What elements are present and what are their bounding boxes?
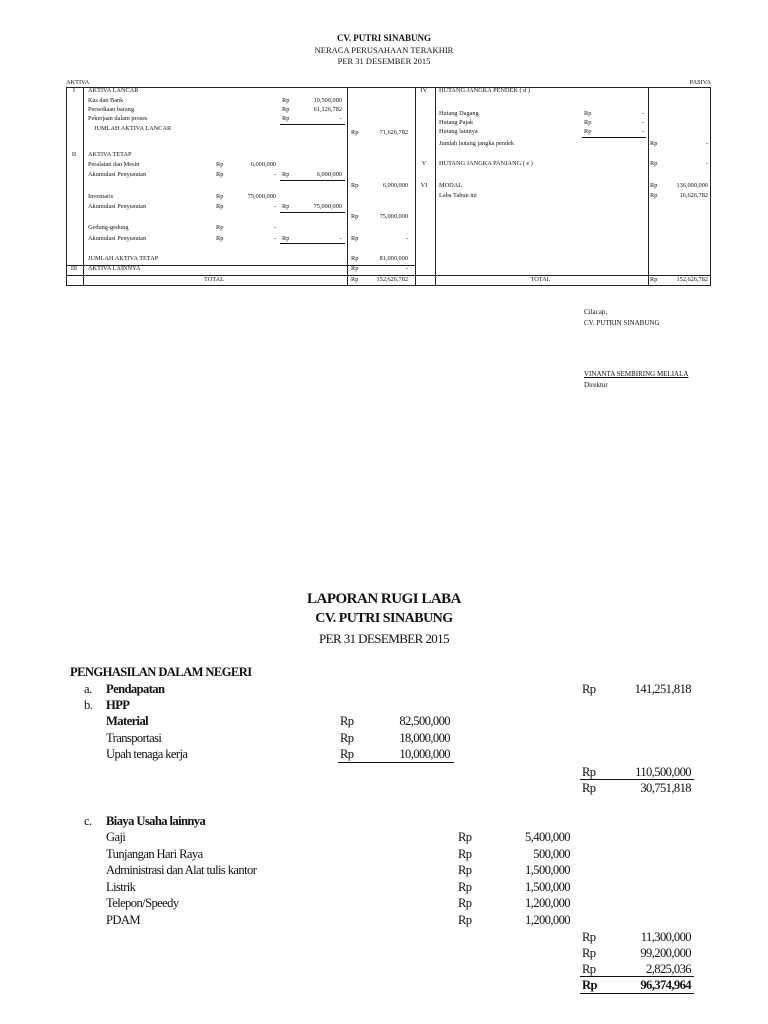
aktiva-label: AKTIVA bbox=[66, 79, 90, 86]
jumlah-aktiva-tetap-value: 81,000,000 bbox=[379, 255, 408, 262]
subtotal-underline bbox=[280, 212, 345, 213]
akumulasi-value: - bbox=[273, 235, 276, 242]
currency: Rp bbox=[650, 140, 658, 147]
hutang-dagang-label: Hutang Dagang bbox=[439, 110, 479, 117]
pasiva-label: PASIVA bbox=[689, 79, 711, 86]
subtotal-underline bbox=[280, 180, 345, 181]
kas-label: Kas dan Bank bbox=[88, 97, 124, 104]
currency: Rp bbox=[458, 880, 472, 894]
currency: Rp bbox=[282, 235, 290, 242]
currency: Rp bbox=[216, 224, 224, 231]
hutang-lainnya-value: - bbox=[641, 128, 644, 135]
akumulasi-value: - bbox=[273, 203, 276, 210]
biaya-total-value: 11,300,000 bbox=[640, 930, 691, 944]
section-number: IV bbox=[420, 87, 428, 94]
sign-company: CV. PUTRIN SINABUNG bbox=[584, 319, 660, 327]
administrasi-label: Administrasi dan Alat tulis kantor bbox=[106, 863, 257, 877]
material-value: 82,500,000 bbox=[399, 714, 450, 728]
currency: Rp bbox=[282, 171, 290, 178]
section-title: AKTIVA LAINNYA bbox=[88, 265, 141, 272]
net-value: - bbox=[339, 235, 342, 242]
kas-value: 10,500,000 bbox=[313, 97, 342, 104]
hutang-dagang-value: - bbox=[641, 110, 644, 117]
subtotal-underline bbox=[280, 124, 345, 125]
jumlah-hutang-pendek-value: - bbox=[705, 140, 708, 147]
gaji-label: Gaji bbox=[106, 830, 126, 844]
thr-label: Tunjangan Hari Raya bbox=[106, 847, 203, 861]
currency: Rp bbox=[351, 129, 359, 136]
listrik-value: 1,500,000 bbox=[525, 880, 570, 894]
pajak-value: 2,825,036 bbox=[646, 962, 691, 976]
neraca-company: CV. PUTRI SINABUNG bbox=[336, 33, 432, 43]
jumlah-aktiva-lancar-label: JUMLAH AKTIVA LANCAR bbox=[94, 125, 172, 132]
currency: Rp bbox=[458, 896, 472, 910]
currency: Rp bbox=[351, 235, 359, 242]
net-value: 6,000,000 bbox=[316, 171, 342, 178]
currency: Rp bbox=[340, 714, 354, 728]
gedung-label: Gedung-gedung bbox=[88, 224, 129, 231]
total-aktiva-value: 152,626,782 bbox=[376, 276, 408, 283]
laba-tahun-ini-label: Laba Tahun ini bbox=[439, 192, 477, 199]
sign-role: Direktur bbox=[584, 381, 608, 389]
currency: Rp bbox=[216, 193, 224, 200]
administrasi-value: 1,500,000 bbox=[525, 863, 570, 877]
currency: Rp bbox=[351, 255, 359, 262]
hutang-pajak-label: Hutang Pajak bbox=[439, 119, 474, 126]
item-marker: c. bbox=[84, 814, 92, 828]
modal-value: 136,000,000 bbox=[676, 182, 708, 189]
subtotal-underline bbox=[582, 137, 646, 138]
currency: Rp bbox=[582, 930, 596, 944]
sign-place: Cilacap, bbox=[584, 308, 608, 316]
currency: Rp bbox=[582, 962, 596, 976]
section-heading: PENGHASILAN DALAM NEGERI bbox=[70, 665, 252, 679]
inventaris-label: Inventaris bbox=[88, 193, 114, 200]
currency: Rp bbox=[282, 97, 290, 104]
section-number: III bbox=[70, 265, 78, 272]
section-number: II bbox=[71, 151, 77, 158]
subtotal-value: 6,000,000 bbox=[382, 182, 408, 189]
hutang-panjang-value: - bbox=[705, 160, 708, 167]
neraca-subtitle: NERACA PERUSAHAAN TERAKHIR bbox=[314, 45, 454, 55]
currency: Rp bbox=[351, 213, 359, 220]
pekerjaan-label: Pekerjaan dalam proses bbox=[88, 115, 148, 122]
currency: Rp bbox=[650, 182, 658, 189]
akumulasi-label: Akumulasi Penyusutan bbox=[88, 171, 147, 178]
transportasi-label: Transportasi bbox=[106, 731, 162, 745]
pendapatan-value: 141,251,818 bbox=[634, 682, 691, 696]
section-title: MODAL bbox=[439, 182, 463, 189]
section-title: AKTIVA TETAP bbox=[88, 151, 132, 158]
pdam-label: PDAM bbox=[106, 913, 140, 927]
material-label: Material bbox=[106, 714, 149, 728]
hpp-label: HPP bbox=[106, 698, 130, 712]
telepon-value: 1,200,000 bbox=[525, 896, 570, 910]
akumulasi-label: Akumulasi Penyusutan bbox=[88, 235, 147, 242]
listrik-label: Listrik bbox=[106, 880, 136, 894]
currency: Rp bbox=[458, 863, 472, 877]
section-title: HUTANG JANGKA PENDEK ( d ) bbox=[439, 87, 530, 94]
subtotal-underline bbox=[280, 243, 345, 244]
inventaris-value: 75,000,000 bbox=[247, 193, 276, 200]
column-divider bbox=[648, 88, 649, 285]
sign-name: VINANTA SEMBIRING MELIALA bbox=[584, 370, 689, 378]
laba-bersih-value: 96,374,964 bbox=[640, 978, 691, 992]
currency: Rp bbox=[582, 765, 596, 779]
total-underline bbox=[580, 993, 694, 994]
currency: Rp bbox=[650, 160, 658, 167]
currency: Rp bbox=[216, 171, 224, 178]
subtotal-value: - bbox=[405, 235, 408, 242]
currency: Rp bbox=[584, 119, 592, 126]
pdam-value: 1,200,000 bbox=[525, 913, 570, 927]
jumlah-hutang-pendek-label: Jumlah hutang jangka pendek bbox=[439, 140, 515, 147]
rugi-laba-company: CV. PUTRI SINABUNG bbox=[315, 611, 453, 626]
neraca-period: PER 31 DESEMBER 2015 bbox=[337, 56, 431, 66]
section-number: V bbox=[421, 160, 427, 167]
upah-label: Upah tenaga kerja bbox=[106, 747, 188, 761]
laba-sebelum-pajak-value: 99,200,000 bbox=[640, 946, 691, 960]
rugi-laba-period: PER 31 DESEMBER 2015 bbox=[319, 631, 449, 646]
currency: Rp bbox=[458, 847, 472, 861]
transportasi-value: 18,000,000 bbox=[399, 731, 450, 745]
currency: Rp bbox=[458, 830, 472, 844]
item-marker: a. bbox=[84, 682, 92, 696]
currency: Rp bbox=[216, 203, 224, 210]
subtotal-underline bbox=[580, 779, 694, 780]
currency: Rp bbox=[650, 276, 658, 283]
currency: Rp bbox=[340, 747, 354, 761]
total-label: TOTAL bbox=[203, 276, 225, 283]
pendapatan-label: Pendapatan bbox=[106, 682, 165, 696]
akumulasi-label: Akumulasi Penyusutan bbox=[88, 203, 147, 210]
total-label: TOTAL bbox=[530, 276, 551, 283]
aktiva-lainnya-value: - bbox=[405, 265, 408, 272]
currency: Rp bbox=[351, 182, 359, 189]
telepon-label: Telepon/Speedy bbox=[106, 896, 179, 910]
currency: Rp bbox=[582, 978, 597, 992]
total-pasiva-value: 152,626,782 bbox=[676, 276, 708, 283]
net-value: 75,000,000 bbox=[313, 203, 342, 210]
currency: Rp bbox=[282, 106, 290, 113]
item-marker: b. bbox=[84, 698, 93, 712]
gaji-value: 5,400,000 bbox=[525, 830, 570, 844]
laba-tahun-ini-value: 16,626,782 bbox=[679, 192, 708, 199]
upah-value: 10,000,000 bbox=[399, 747, 450, 761]
subtotal-value: 75,000,000 bbox=[379, 213, 408, 220]
currency: Rp bbox=[351, 265, 359, 272]
column-divider bbox=[435, 88, 436, 285]
section-title: AKTIVA LANCAR bbox=[88, 87, 139, 94]
section-number: VI bbox=[420, 182, 428, 189]
currency: Rp bbox=[584, 128, 592, 135]
section-title: HUTANG JANGKA PANJANG ( e ) bbox=[439, 160, 533, 167]
jumlah-aktiva-lancar-value: 71,626,782 bbox=[379, 129, 408, 136]
hutang-lainnya-label: Hutang lainnya bbox=[439, 128, 478, 135]
currency: Rp bbox=[584, 110, 592, 117]
persediaan-value: 61,126,782 bbox=[313, 106, 342, 113]
section-number: I bbox=[72, 87, 76, 94]
pekerjaan-value: - bbox=[339, 115, 342, 122]
currency: Rp bbox=[582, 781, 596, 795]
currency: Rp bbox=[282, 203, 290, 210]
peralatan-value: 6,000,000 bbox=[250, 161, 276, 168]
hpp-total-value: 110,500,000 bbox=[635, 765, 691, 779]
gedung-value: - bbox=[273, 224, 276, 231]
laba-kotor-value: 30,751,818 bbox=[640, 781, 691, 795]
peralatan-label: Peralatan dan Mesin bbox=[88, 161, 140, 168]
jumlah-aktiva-tetap-label: JUMLAH AKTIVA TETAP bbox=[88, 255, 159, 262]
akumulasi-value: - bbox=[273, 171, 276, 178]
subtotal-underline bbox=[580, 976, 694, 977]
column-divider bbox=[347, 88, 348, 285]
thr-value: 500,000 bbox=[533, 847, 570, 861]
persediaan-label: Persediaan barang bbox=[88, 106, 134, 113]
currency: Rp bbox=[582, 682, 596, 696]
currency: Rp bbox=[582, 946, 596, 960]
currency: Rp bbox=[216, 235, 224, 242]
currency: Rp bbox=[351, 276, 359, 283]
biaya-usaha-label: Biaya Usaha lainnya bbox=[106, 814, 206, 828]
hutang-pajak-value: - bbox=[641, 119, 644, 126]
subtotal-underline bbox=[338, 762, 454, 763]
currency: Rp bbox=[650, 192, 658, 199]
column-divider bbox=[83, 88, 84, 285]
currency: Rp bbox=[340, 731, 354, 745]
currency: Rp bbox=[458, 913, 472, 927]
currency: Rp bbox=[282, 115, 290, 122]
rugi-laba-title: LAPORAN RUGI LABA bbox=[306, 591, 461, 607]
currency: Rp bbox=[216, 161, 224, 168]
